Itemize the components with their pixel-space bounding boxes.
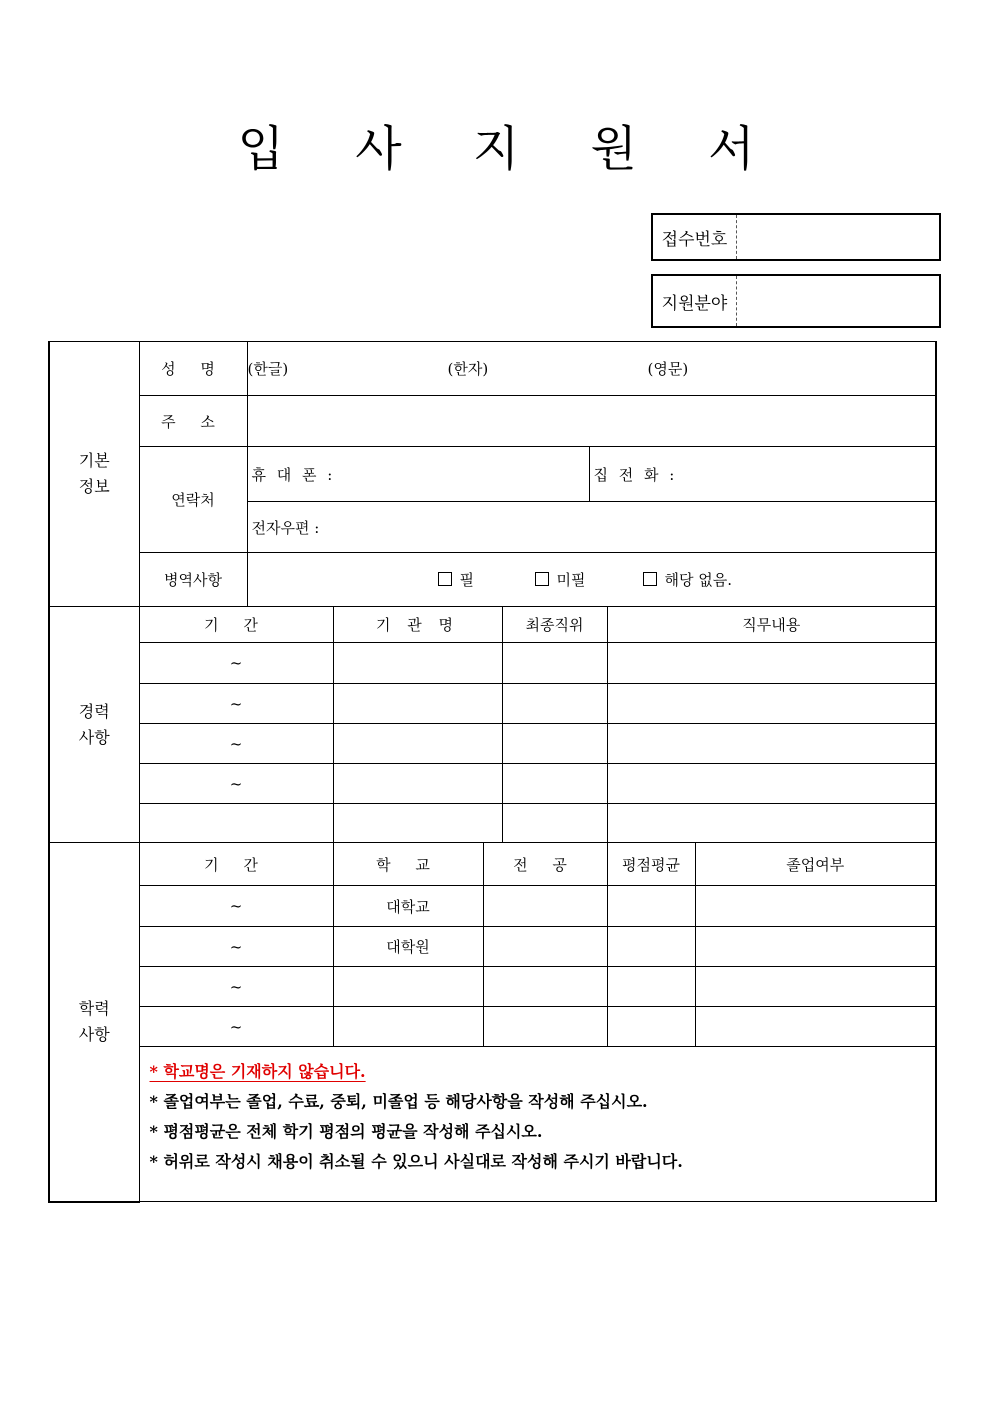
education-header-major: 전 공: [483, 843, 607, 886]
name-hanja-label: (한자): [447, 360, 489, 378]
career-period-cell[interactable]: ~: [139, 684, 333, 724]
education-header-period: 기 간: [139, 843, 333, 886]
career-duties-cell[interactable]: [607, 804, 936, 843]
education-graduation-cell[interactable]: [695, 886, 936, 927]
career-organization-cell[interactable]: [333, 804, 502, 843]
address-field[interactable]: [247, 396, 936, 447]
career-organization-cell[interactable]: [333, 764, 502, 804]
education-gpa-cell[interactable]: [607, 886, 695, 927]
education-major-cell[interactable]: [483, 1007, 607, 1047]
receipt-number-label: 접수번호: [653, 215, 737, 259]
education-notes: [139, 1047, 936, 1202]
career-organization-cell[interactable]: [333, 684, 502, 724]
education-school-cell[interactable]: [333, 1007, 483, 1047]
page-title: 입 사 지 원 서: [237, 121, 783, 177]
education-section-label: 학력 사항: [49, 843, 139, 1202]
mobile-field[interactable]: [247, 447, 589, 502]
career-period-cell[interactable]: [139, 804, 333, 843]
career-position-cell[interactable]: [502, 724, 607, 764]
email-field[interactable]: [247, 502, 936, 553]
receipt-number-field[interactable]: [737, 215, 939, 259]
note-graduation: * 졸업여부는 졸업, 수료, 중퇴, 미졸업 등 해당사항을 작성해 주십시오.: [149, 1092, 648, 1111]
education-graduation-cell[interactable]: [695, 967, 936, 1007]
career-header-position: 최종직위: [502, 607, 607, 643]
education-gpa-cell[interactable]: [607, 1007, 695, 1047]
career-header-duties: 직무내용: [607, 607, 936, 643]
note-gpa: * 평점평균은 전체 학기 평점의 평균을 작성해 주십시오.: [149, 1122, 543, 1141]
name-english-label: (영문): [647, 360, 689, 378]
application-field-box: [651, 274, 941, 328]
career-duties-cell[interactable]: [607, 764, 936, 804]
education-period-cell[interactable]: ~: [139, 967, 333, 1007]
military-option-served[interactable]: 필: [438, 569, 535, 590]
education-major-cell[interactable]: [483, 886, 607, 927]
email-label: 전자우편 :: [251, 518, 320, 537]
home-phone-field[interactable]: [589, 447, 936, 502]
name-korean-label: (한글): [247, 360, 289, 378]
note-school-name: * 학교명은 기재하지 않습니다.: [149, 1062, 366, 1081]
education-graduation-cell[interactable]: [695, 1007, 936, 1047]
education-school-cell[interactable]: 대학교: [333, 886, 483, 927]
education-graduation-cell[interactable]: [695, 927, 936, 967]
career-duties-cell[interactable]: [607, 724, 936, 764]
home-phone-label: 집 전 화 :: [593, 465, 678, 484]
checkbox-icon: [438, 572, 452, 586]
contact-label: 연락처: [139, 447, 247, 553]
name-field[interactable]: [247, 342, 936, 396]
address-label: 주 소: [139, 396, 247, 447]
education-header-gpa: 평점평균: [607, 843, 695, 886]
career-period-cell[interactable]: ~: [139, 643, 333, 684]
education-school-cell[interactable]: 대학원: [333, 927, 483, 967]
military-options: [247, 553, 936, 607]
career-duties-cell[interactable]: [607, 684, 936, 724]
education-major-cell[interactable]: [483, 967, 607, 1007]
receipt-number-box: [651, 213, 941, 261]
career-duties-cell[interactable]: [607, 643, 936, 684]
application-field-input[interactable]: [737, 276, 939, 326]
career-position-cell[interactable]: [502, 684, 607, 724]
career-organization-cell[interactable]: [333, 724, 502, 764]
career-position-cell[interactable]: [502, 764, 607, 804]
career-organization-cell[interactable]: [333, 643, 502, 684]
education-gpa-cell[interactable]: [607, 927, 695, 967]
education-gpa-cell[interactable]: [607, 967, 695, 1007]
career-period-cell[interactable]: ~: [139, 724, 333, 764]
military-option-not-applicable[interactable]: 해당 없음.: [643, 569, 733, 590]
education-school-cell[interactable]: [333, 967, 483, 1007]
career-section-label: 경력 사항: [49, 607, 139, 843]
career-position-cell[interactable]: [502, 804, 607, 843]
education-period-cell[interactable]: ~: [139, 886, 333, 927]
education-period-cell[interactable]: ~: [139, 1007, 333, 1047]
education-header-school: 학 교: [333, 843, 483, 886]
military-label: 병역사항: [139, 553, 247, 607]
education-period-cell[interactable]: ~: [139, 927, 333, 967]
application-field-label: 지원분야: [653, 276, 737, 326]
name-label: 성 명: [139, 342, 247, 396]
education-major-cell[interactable]: [483, 927, 607, 967]
checkbox-icon: [643, 572, 657, 586]
mobile-label: 휴 대 폰 :: [251, 465, 336, 484]
career-header-organization: 기 관 명: [333, 607, 502, 643]
checkbox-icon: [535, 572, 549, 586]
career-position-cell[interactable]: [502, 643, 607, 684]
career-header-period: 기 간: [139, 607, 333, 643]
note-false-info: * 허위로 작성시 채용이 취소될 수 있으니 사실대로 작성해 주시기 바랍니다.: [149, 1152, 683, 1171]
education-header-graduation: 졸업여부: [695, 843, 936, 886]
application-form-table: [48, 341, 937, 1203]
military-option-not-served[interactable]: 미필: [535, 569, 643, 590]
career-period-cell[interactable]: ~: [139, 764, 333, 804]
basic-info-section-label: 기본 정보: [49, 342, 139, 607]
